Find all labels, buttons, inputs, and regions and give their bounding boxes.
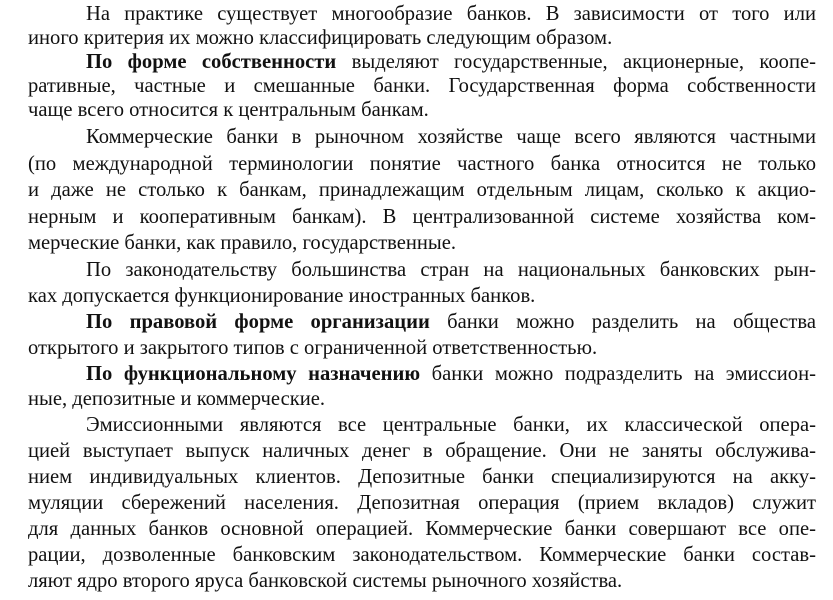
text-line: цией выступает выпуск наличных денег в обращение. Они не заняты обслужива- [28, 440, 816, 462]
text-line: для данных банков основной операцией. Коммерческие банки совершают все опе- [28, 518, 816, 540]
term-legal-form: По правовой форме организации [86, 311, 430, 333]
text-line: открытого и закрытого типов с ограниченной ответственностью. [28, 337, 598, 359]
text-span: выделяют государственные, акционерные, коопе- [336, 51, 817, 73]
paragraph-line [86, 310, 816, 334]
text-line: муляции сбережений населения. Депозитная операция (прием вкладов) служит [28, 492, 816, 514]
text-line: ляют ядро второго яруса банковской системы рыночного хозяйства. [28, 570, 623, 592]
term-ownership-form: По форме собственности [86, 51, 337, 73]
text-line: ные, депозитные и коммерческие. [28, 388, 326, 410]
text-line: Коммерческие банки в рыночном хозяйстве чаще всего являются частными [86, 126, 816, 148]
text-line: иного критерия их можно классифицировать следующим образом. [28, 27, 613, 49]
text-line: нерным и кооперативным банкам). В централизованной системе хозяйства ком- [28, 206, 816, 228]
text-line: (по международной терминологии понятие частного банка относится не только [28, 153, 816, 175]
text-span: банки можно подразделить на эмиссион- [420, 363, 816, 385]
paragraph-line [86, 362, 816, 386]
text-line: На практике существует многообразие банков. В зависимости от того или [86, 3, 816, 25]
term-functional-purpose: По функциональному назначению [86, 363, 421, 385]
paragraph-line [86, 50, 816, 74]
text-line: Эмиссионными являются все центральные банки, их классической опера- [86, 414, 816, 436]
text-line: ках допускается функционирование иностранных банков. [28, 285, 536, 307]
text-line: По законодательству большинства стран на национальных банковских рын- [86, 259, 816, 281]
text-line: чаще всего относится к центральным банкам. [28, 99, 429, 121]
text-line: и даже не столько к банкам, принадлежащим отдельным лицам, сколько к акцио- [28, 179, 816, 201]
text-line: нием индивидуальных клиентов. Депозитные банки специализируются на акку- [28, 466, 816, 488]
text-line: ративные, частные и смешанные банки. Государственная форма собственности [28, 75, 816, 97]
text-span: банки можно разделить на общества [429, 311, 816, 333]
text-line: мерческие банки, как правило, государственные. [28, 232, 457, 254]
text-line: рации, дозволенные банковским законодательством. Коммерческие банки состав- [28, 544, 816, 566]
